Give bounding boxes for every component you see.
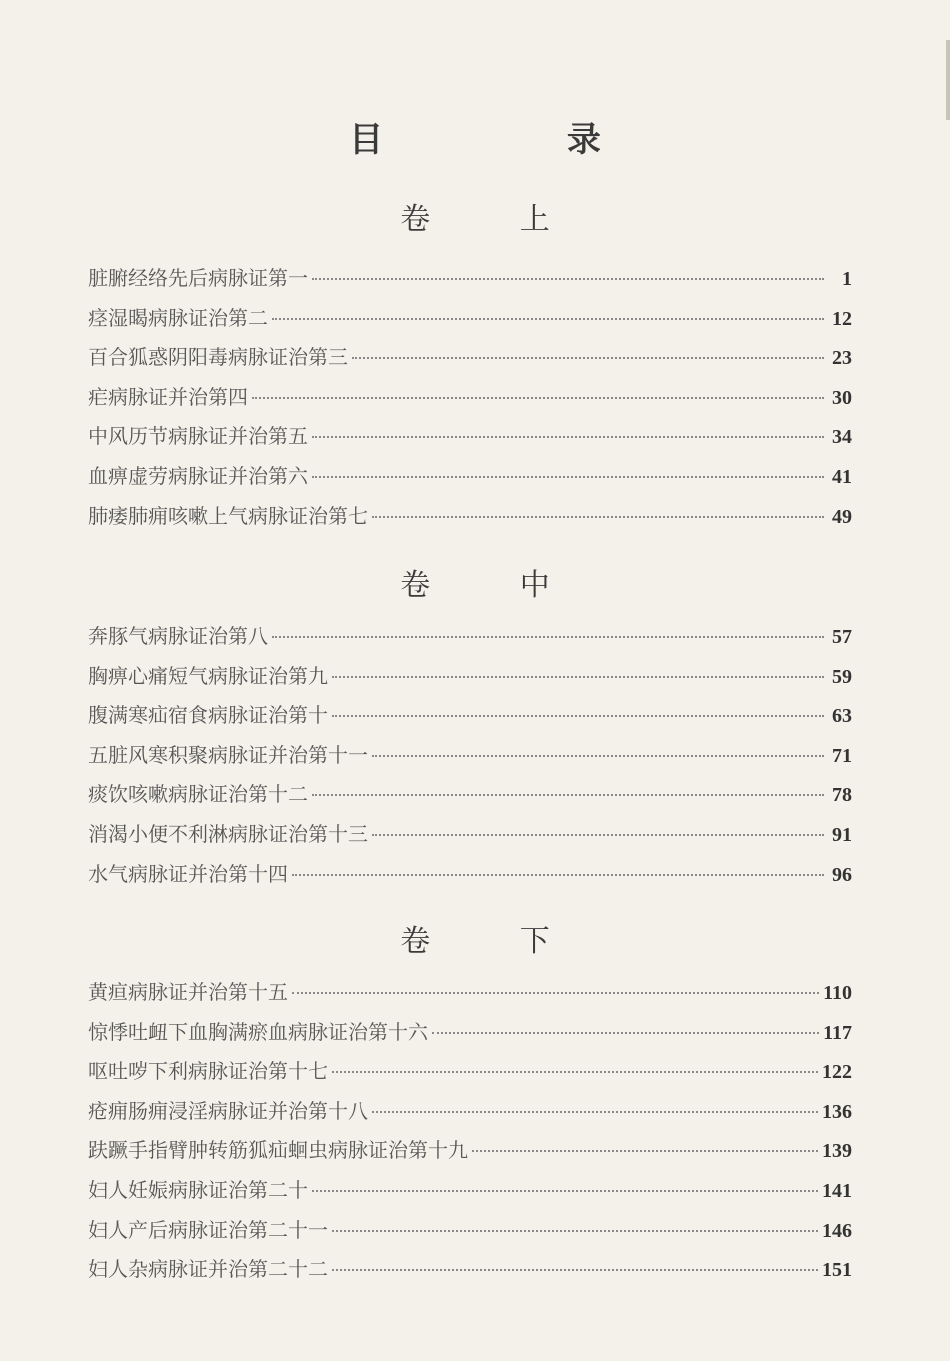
toc-entry[interactable] <box>88 381 852 421</box>
leader-dots <box>312 1190 818 1192</box>
section-heading-middle: 卷 中 <box>400 568 590 603</box>
toc-entry-label: 五脏风寒积聚病脉证并治第十一 <box>88 742 368 767</box>
toc-entry-label: 肺痿肺痈咳嗽上气病脉证治第七 <box>88 503 368 528</box>
toc-entry-page: 12 <box>832 307 852 330</box>
leader-dots <box>272 636 824 638</box>
toc-list-lower <box>88 976 852 1293</box>
leader-dots <box>352 357 824 359</box>
toc-entry-label: 惊悸吐衄下血胸满瘀血病脉证治第十六 <box>88 1019 428 1044</box>
leader-dots <box>272 318 824 320</box>
leader-dots <box>312 794 824 796</box>
toc-entry-label: 腹满寒疝宿食病脉证治第十 <box>88 703 328 728</box>
toc-entry-label: 痉湿暍病脉证治第二 <box>88 305 268 330</box>
toc-entry-page: 96 <box>832 863 852 886</box>
leader-dots <box>312 278 824 280</box>
toc-entry-label: 疮痈肠痈浸淫病脉证并治第十八 <box>88 1098 368 1123</box>
toc-entry-label: 奔豚气病脉证治第八 <box>88 624 268 648</box>
toc-entry[interactable] <box>88 500 852 540</box>
toc-entry-page: 63 <box>832 705 852 728</box>
toc-entry-label: 消渴小便不利淋病脉证治第十三 <box>88 821 368 846</box>
toc-entry-label: 妇人产后病脉证治第二十一 <box>88 1217 328 1242</box>
toc-entry[interactable] <box>88 699 852 739</box>
leader-dots <box>332 1269 818 1271</box>
leader-dots <box>372 755 824 757</box>
toc-entry[interactable] <box>88 460 852 500</box>
toc-entry[interactable] <box>88 1095 852 1135</box>
toc-entry-page: 71 <box>832 744 852 767</box>
toc-entry-page: 122 <box>822 1061 852 1084</box>
toc-list-upper <box>88 262 852 539</box>
toc-entry-label: 妇人杂病脉证并治第二十二 <box>88 1257 328 1282</box>
leader-dots <box>332 1071 818 1073</box>
toc-entry-label: 中风历节病脉证并治第五 <box>88 424 308 449</box>
toc-entry-label: 水气病脉证并治第十四 <box>88 861 288 886</box>
toc-entry-label: 血痹虚劳病脉证并治第六 <box>88 463 308 488</box>
toc-entry-label: 百合狐惑阴阳毒病脉证治第三 <box>88 345 348 370</box>
leader-dots <box>372 1111 818 1113</box>
leader-dots <box>312 476 824 478</box>
toc-entry-page: 117 <box>823 1021 852 1044</box>
toc-entry[interactable] <box>88 858 852 898</box>
leader-dots <box>332 715 824 717</box>
leader-dots <box>432 1032 819 1034</box>
toc-entry[interactable] <box>88 1174 852 1214</box>
toc-entry-page: 139 <box>822 1140 852 1163</box>
toc-entry-page: 141 <box>822 1179 852 1202</box>
toc-entry-page: 110 <box>823 982 852 1004</box>
toc-entry-label: 胸痹心痛短气病脉证治第九 <box>88 663 328 688</box>
toc-entry[interactable] <box>88 818 852 858</box>
toc-entry-page: 91 <box>832 823 852 846</box>
toc-entry-page: 78 <box>832 784 852 807</box>
toc-entry-page: 136 <box>822 1100 852 1123</box>
toc-entry-page: 57 <box>832 626 852 648</box>
toc-entry[interactable] <box>88 660 852 700</box>
toc-entry[interactable] <box>88 1134 852 1174</box>
toc-entry[interactable] <box>88 739 852 779</box>
toc-entry[interactable] <box>88 976 852 1016</box>
toc-list-middle <box>88 620 852 897</box>
toc-entry-page: 59 <box>832 665 852 688</box>
toc-entry[interactable] <box>88 420 852 460</box>
leader-dots <box>332 1230 818 1232</box>
toc-entry[interactable] <box>88 302 852 342</box>
toc-entry-page: 41 <box>832 465 852 488</box>
toc-entry-label: 黄疸病脉证并治第十五 <box>88 980 288 1004</box>
leader-dots <box>372 516 824 518</box>
leader-dots <box>332 676 824 678</box>
leader-dots <box>312 436 824 438</box>
toc-entry-label: 呕吐哕下利病脉证治第十七 <box>88 1059 328 1084</box>
leader-dots <box>292 992 819 994</box>
section-heading-upper: 卷 上 <box>400 202 590 237</box>
toc-entry[interactable] <box>88 341 852 381</box>
toc-entry[interactable] <box>88 620 852 660</box>
leader-dots <box>372 834 824 836</box>
toc-entry-page: 146 <box>822 1219 852 1242</box>
toc-entry[interactable] <box>88 1214 852 1254</box>
toc-entry[interactable] <box>88 1016 852 1056</box>
toc-entry-label: 脏腑经络先后病脉证第一 <box>88 266 308 290</box>
leader-dots <box>472 1150 818 1152</box>
toc-entry[interactable] <box>88 1253 852 1293</box>
toc-entry-page: 49 <box>832 505 852 528</box>
toc-entry-page: 34 <box>832 426 852 449</box>
section-heading-lower: 卷 下 <box>400 924 590 959</box>
toc-entry-label: 妇人妊娠病脉证治第二十 <box>88 1177 308 1202</box>
toc-entry[interactable] <box>88 1055 852 1095</box>
toc-entry-page: 30 <box>832 386 852 409</box>
leader-dots <box>252 397 824 399</box>
page-title: 目 录 <box>349 120 687 160</box>
toc-entry-page: 23 <box>832 347 852 370</box>
toc-entry[interactable] <box>88 778 852 818</box>
toc-entry-page: 151 <box>822 1259 852 1282</box>
page-edge <box>946 40 950 120</box>
toc-entry-label: 疟病脉证并治第四 <box>88 384 248 409</box>
toc-entry[interactable] <box>88 262 852 302</box>
toc-entry-page: 1 <box>842 268 852 290</box>
toc-entry-label: 趺蹶手指臂肿转筋狐疝蛔虫病脉证治第十九 <box>88 1138 468 1163</box>
leader-dots <box>292 874 824 876</box>
toc-entry-label: 痰饮咳嗽病脉证治第十二 <box>88 782 308 807</box>
